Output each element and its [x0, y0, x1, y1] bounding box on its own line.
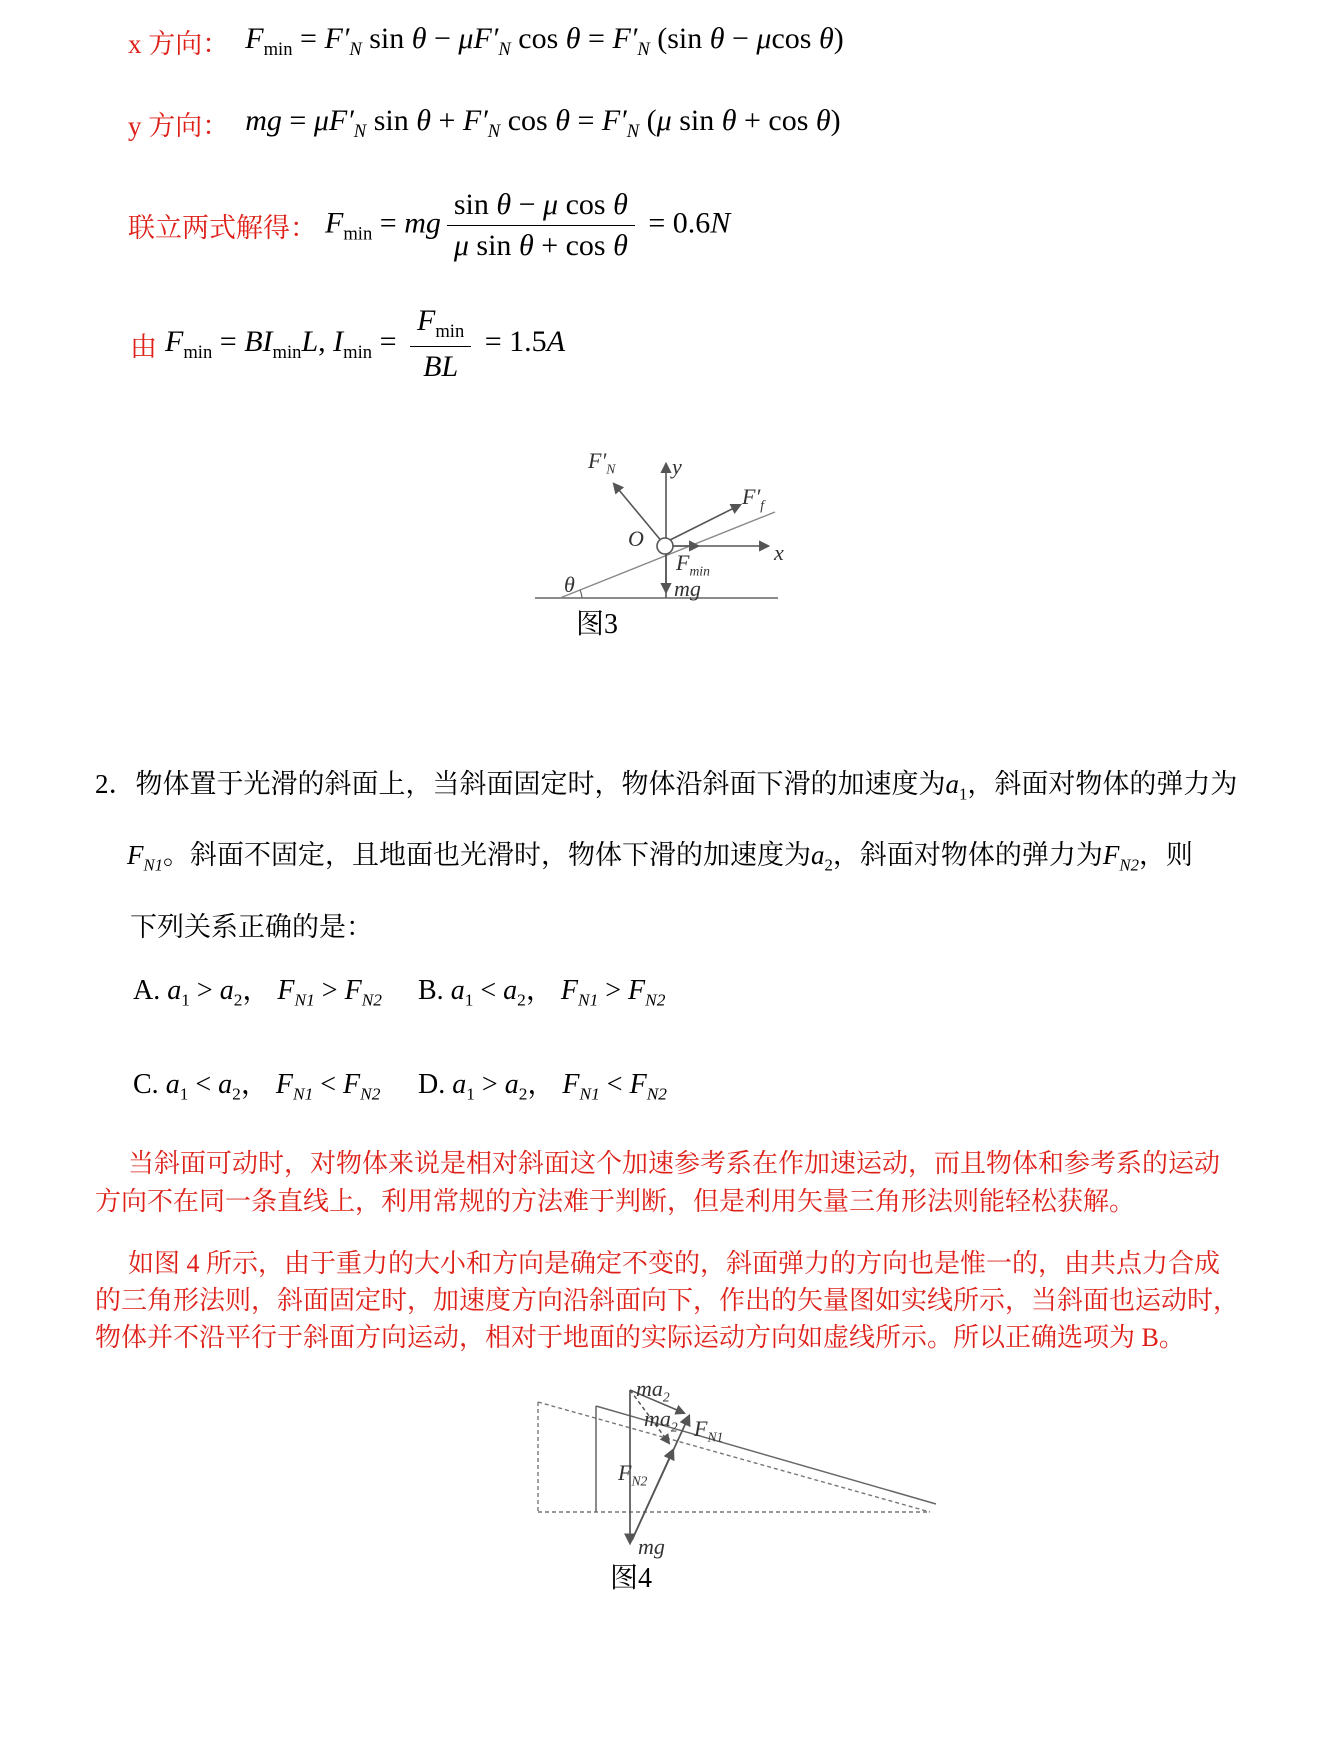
- fig4-fn2-label: $F_{N2}$: [618, 1460, 648, 1489]
- discussion-p1-line2: 方向不在同一条直线上，利用常规的方法难于判断，但是利用矢量三角形法则能轻松获解。: [95, 1187, 1136, 1216]
- solution-line-combined: [128, 180, 730, 270]
- discussion-p1-line1: 当斜面可动时，对物体来说是相对斜面这个加速参考系在作加速运动，而且物体和参考系的运动: [128, 1149, 1221, 1178]
- current-formula: $F_{min} = BI_{min}L$, $I_{min}$ = $\frac{F_{min}}{BL}$ = 1.5A: [165, 304, 566, 383]
- fig3-friction-label: $F'_f$: [742, 484, 765, 513]
- fig3-x-axis-label: x: [774, 540, 784, 565]
- combine-formula: $F_{min}$ = mg $\frac{\text{sin θ − μ cos θ}}{\text{μ sin θ + cos θ}}$ = 0.6N: [325, 187, 731, 262]
- dashed-incline-hypotenuse: [538, 1402, 930, 1512]
- figure3-caption: 图3: [576, 609, 619, 640]
- option-d: D. $a_1 > a_2$， $F_{N1} < F_{N2}$: [418, 1069, 667, 1104]
- fig3-normal-force-label: $F'_N$: [588, 448, 616, 477]
- y-direction-label: y 方向：: [128, 110, 230, 141]
- problem2-line1: 2．物体置于光滑的斜面上，当斜面固定时，物体沿斜面下滑的加速度为$a_1$，斜面对物体的弹力为: [95, 769, 1238, 804]
- option-b: B. $a_1 < a_2$， $F_{N1} > F_{N2}$: [418, 975, 666, 1010]
- fig3-fmin-label: $F_{min}$: [676, 550, 710, 579]
- solution-line-x: [128, 18, 844, 64]
- x-direction-label: x 方向：: [128, 28, 230, 59]
- problem2-line2: $F_{N1}$。斜面不固定，且地面也光滑时，物体下滑的加速度为$a_2$，斜面对物体的弹力为$F_{N2}$，则: [127, 840, 1193, 875]
- solution-line-current: [130, 302, 565, 386]
- from-label: 由: [130, 331, 157, 362]
- x-direction-formula: $F_{min} = F'_N$ $\sin \theta - \mu F'_N$ $\cos \theta = F'_N$ (sin θ − μcos θ): [245, 21, 844, 60]
- fig4-gravity-label: mg: [638, 1534, 665, 1559]
- fig4-ma-top-label: $ma_2$: [636, 1376, 670, 1405]
- discussion-p2-line2: 的三角形法则，斜面固定时，加速度方向沿斜面向下，作出的矢量图如实线所示，当斜面也运动时，: [95, 1286, 1240, 1315]
- discussion-p2-line1: 如图 4 所示，由于重力的大小和方向是确定不变的，斜面弹力的方向也是惟一的，由共点力合成: [128, 1249, 1221, 1278]
- problem2-line3: 下列关系正确的是：: [130, 912, 373, 942]
- figure4-caption: 图4: [610, 1563, 653, 1594]
- fig4-fn1-label: $F_{N1}$: [694, 1416, 724, 1445]
- fig3-theta-label: θ: [564, 572, 575, 597]
- fig3-y-axis-label: y: [672, 454, 682, 479]
- combine-label: 联立两式解得：: [128, 212, 317, 243]
- fig3-origin-label: O: [628, 526, 644, 551]
- y-direction-formula: mg = $\mu F'_N$ $\sin \theta + F'_N$ $\cos \theta = F'_N$ (μ sin θ + cos θ): [245, 103, 841, 142]
- fig3-gravity-label: mg: [674, 576, 701, 601]
- friction-force-vector: [668, 505, 740, 541]
- fig4-ma-inner-label: $ma_2$: [644, 1406, 678, 1435]
- option-a: A. $a_1 > a_2$， $F_{N1} > F_{N2}$: [133, 975, 382, 1010]
- incline-line: [560, 512, 775, 598]
- object-circle: [657, 538, 673, 554]
- figure4-diagram: [466, 1378, 946, 1563]
- option-c: C. $a_1 < a_2$， $F_{N1} < F_{N2}$: [133, 1069, 381, 1104]
- theta-angle-arc: [580, 590, 582, 598]
- discussion-p2-line3: 物体并不沿平行于斜面方向运动，相对于地面的实际运动方向如虚线所示。所以正确选项为 B。: [95, 1323, 1185, 1352]
- solution-line-y: [128, 100, 841, 146]
